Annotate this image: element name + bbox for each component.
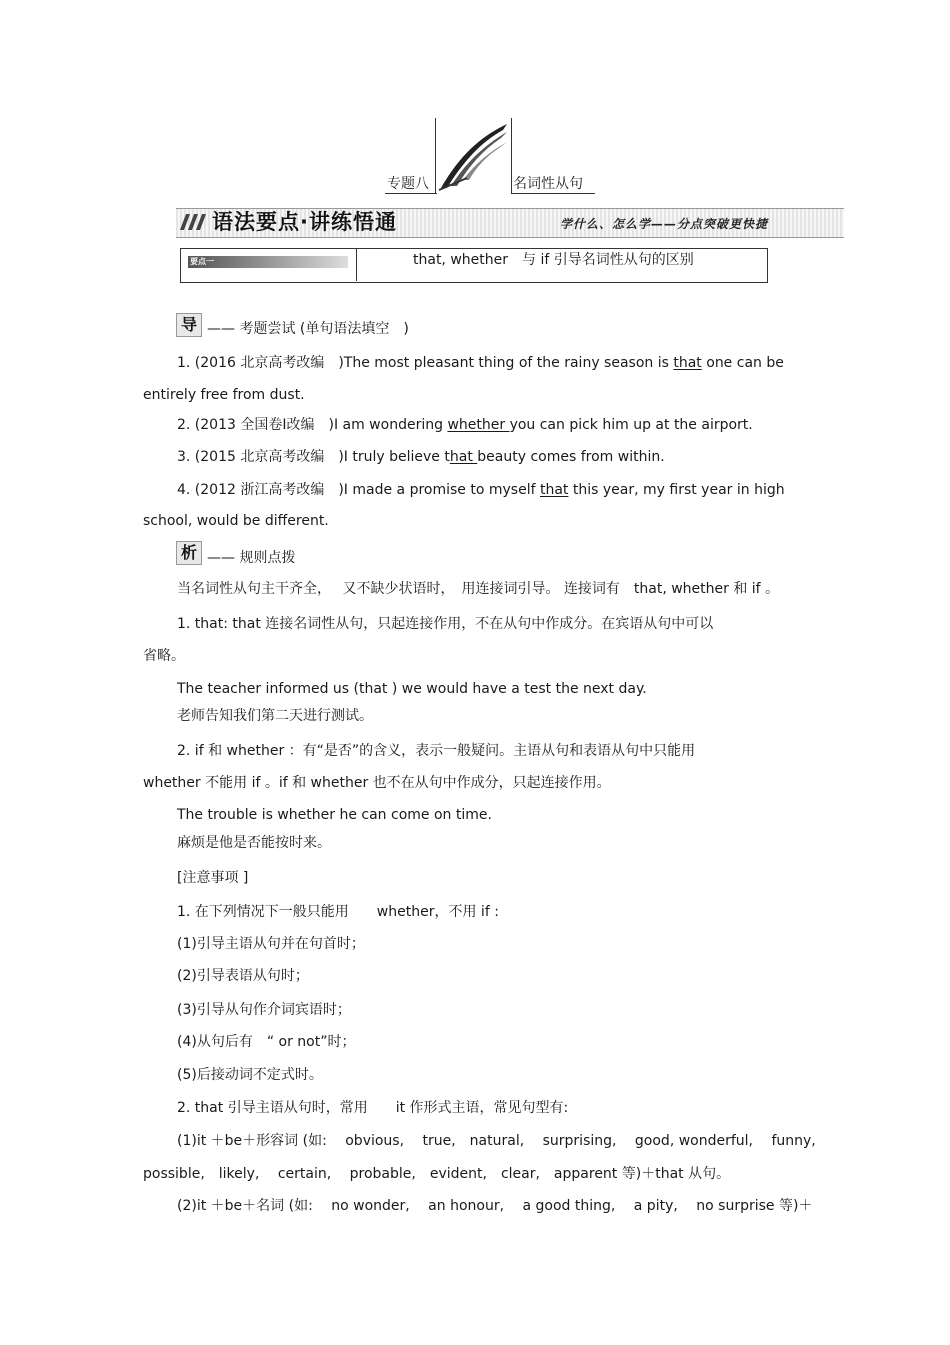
question-1-cont: entirely free from dust. xyxy=(143,387,305,403)
topic-label: 专题八 xyxy=(387,176,429,192)
note-1-item: (1)引导主语从句并在句首时； xyxy=(177,936,365,952)
notes-heading: [注意事项 ] xyxy=(177,870,249,886)
banner-bars-icon xyxy=(180,214,208,230)
note-2: 2. that 引导主语从句时，常用 it 作形式主语，常见句型有: xyxy=(177,1100,569,1116)
note-2-item-1: (1)it ＋be＋形容词 (如: obvious, true, natural, surprising, good, wonderful, funny, xyxy=(177,1133,816,1149)
question-4: 4. (2012 浙江高考改编 )I made a promise to myself that this year, my first year in high xyxy=(177,482,785,498)
xi-icon: 析 xyxy=(176,541,202,565)
dao-heading: —— 考题尝试 (单句语法填空 ) xyxy=(207,321,409,337)
answer-2: whether xyxy=(447,417,510,433)
title-underline-right xyxy=(511,193,595,194)
note-2-item-2: (2)it ＋be＋名词 (如: no wonder, an honour, a good thing, a pity, no surprise 等)＋ xyxy=(177,1198,813,1214)
dao-icon: 导 xyxy=(176,313,202,337)
question-4-cont: school, would be different. xyxy=(143,513,329,529)
rule-intro: 当名词性从句主干齐全， 又不缺少状语时， 用连接词引导。 连接词有 that, whether 和 if 。 xyxy=(177,581,780,597)
rule-2-example-en: The trouble is whether he can come on time. xyxy=(177,807,492,823)
brush-stroke-icon xyxy=(437,120,511,192)
rule-2-cont: whether 不能用 if 。if 和 whether 也不在从句中作成分，只起连接作用。 xyxy=(143,775,611,791)
rule-1-example-en: The teacher informed us (that ) we would have a test the next day. xyxy=(177,681,647,697)
key-point-divider xyxy=(356,248,357,281)
banner-title: 语法要点·讲练悟通 xyxy=(212,210,397,234)
note-1: 1. 在下列情况下一般只能用 whether，不用 if : xyxy=(177,904,499,920)
title-divider-right xyxy=(511,118,512,194)
note-1-item: (5)后接动词不定式时。 xyxy=(177,1067,323,1083)
xi-heading: —— 规则点拨 xyxy=(207,550,296,566)
banner-subtitle: 学什么、怎么学——分点突破更快捷 xyxy=(560,217,769,231)
note-1-item: (3)引导从句作介词宾语时； xyxy=(177,1002,351,1018)
rule-1: 1. that: that 连接名词性从句，只起连接作用，不在从句中作成分。在宾语从句中可以 xyxy=(177,616,714,632)
key-point-title: that, whether 与 if 引导名词性从句的区别 xyxy=(413,252,694,268)
answer-3: hat xyxy=(449,449,478,465)
answer-1: that xyxy=(673,355,702,371)
note-2-item-1-cont: possible, likely, certain, probable, evident, clear, apparent 等)＋that 从句。 xyxy=(143,1166,731,1182)
question-1: 1. (2016 北京高考改编 )The most pleasant thing of the rainy season is that one can be xyxy=(177,355,784,371)
question-3: 3. (2015 北京高考改编 )I truly believe that beauty comes from within. xyxy=(177,449,665,465)
title-divider-left xyxy=(435,118,436,194)
note-1-item: (4)从句后有 “ or not”时； xyxy=(177,1034,356,1050)
rule-2: 2. if 和 whether ：有“是否”的含义，表示一般疑问。主语从句和表语从句中只能用 xyxy=(177,743,696,759)
title-underline-left xyxy=(385,193,437,194)
key-point-tag: 要点一 xyxy=(190,257,214,266)
question-2: 2. (2013 全国卷Ⅰ改编 )I am wondering whether you can pick him up at the airport. xyxy=(177,417,753,433)
rule-1-cont: 省略。 xyxy=(143,648,185,664)
note-1-item: (2)引导表语从句时； xyxy=(177,968,309,984)
page-title: 名词性从句 xyxy=(513,176,583,192)
rule-2-example-cn: 麻烦是他是否能按时来。 xyxy=(177,835,331,851)
answer-4: that xyxy=(539,482,569,498)
rule-1-example-cn: 老师告知我们第二天进行测试。 xyxy=(177,708,373,724)
